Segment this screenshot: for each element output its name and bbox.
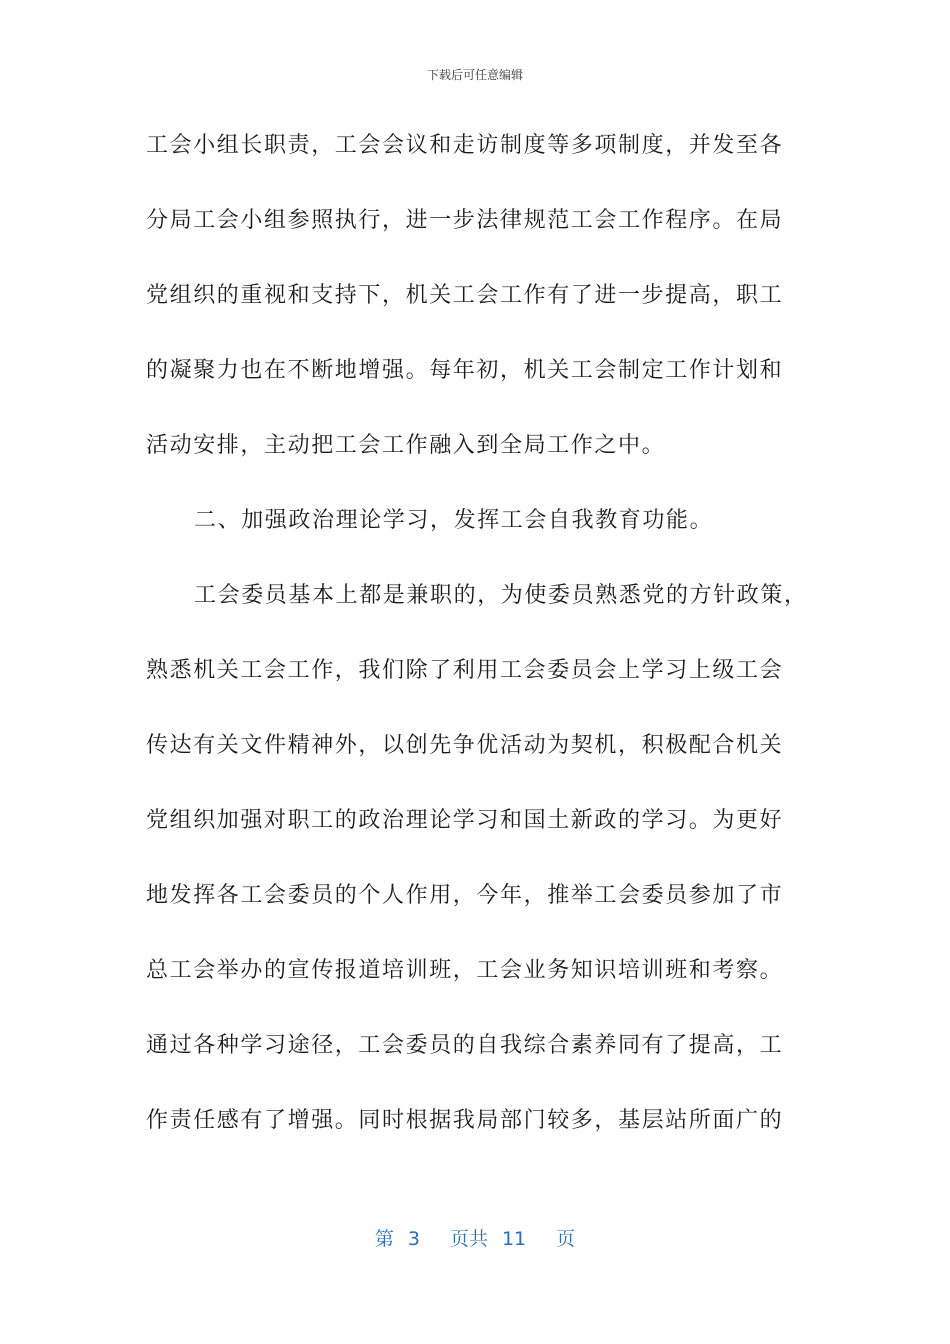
body-line: 党组织的重视和支持下，机关工会工作有了进一步提高，职工 (146, 283, 784, 308)
body-line: 地发挥各工会委员的个人作用，今年，推举工会委员参加了市 (146, 883, 784, 908)
body-line: 通过各种学习途径，工会委员的自我综合素养同有了提高，工 (146, 1033, 784, 1058)
body-line: 分局工会小组参照执行，进一步法律规范工会工作程序。在局 (146, 208, 784, 233)
footer-middle: 页共 (449, 1228, 488, 1250)
body-line: 的凝聚力也在不断地增强。每年初，机关工会制定工作计划和 (146, 358, 784, 383)
body-line: 工会委员基本上都是兼职的，为使委员熟悉党的方针政策， (194, 583, 808, 608)
header-note: 下载后可任意编辑 (426, 68, 523, 82)
footer-prefix: 第 (374, 1228, 394, 1250)
body-line: 熟悉机关工会工作，我们除了利用工会委员会上学习上级工会 (146, 658, 784, 683)
body-line: 总工会举办的宣传报道培训班，工会业务知识培训班和考察。 (146, 958, 784, 983)
current-page-number: 3 (407, 1228, 420, 1250)
body-line: 传达有关文件精神外，以创先争优活动为契机，积极配合机关 (146, 733, 784, 758)
body-line: 活动安排，主动把工会工作融入到全局工作之中。 (146, 433, 666, 458)
document-body (146, 120, 806, 1170)
body-line: 党组织加强对职工的政治理论学习和国土新政的学习。为更好 (146, 808, 784, 833)
body-line: 作责任感有了增强。同时根据我局部门较多，基层站所面广的 (146, 1108, 784, 1133)
total-pages-number: 11 (501, 1228, 527, 1250)
footer-suffix: 页 (556, 1228, 576, 1250)
page-footer (0, 1224, 950, 1251)
body-line: 工会小组长职责，工会会议和走访制度等多项制度，并发至各 (146, 133, 784, 158)
section-heading: 二、加强政治理论学习，发挥工会自我教育功能。 (194, 508, 714, 533)
